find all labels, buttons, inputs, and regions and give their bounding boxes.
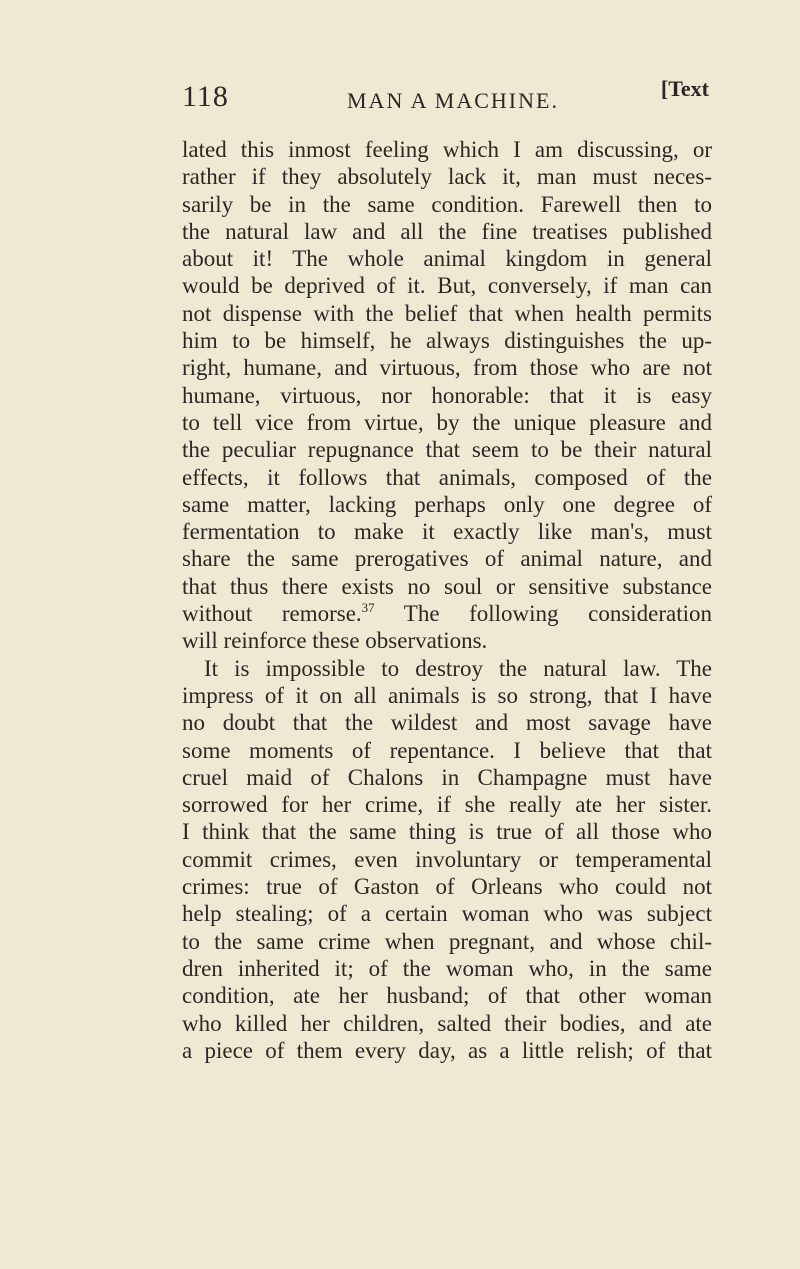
- text-line: to tell vice from virtue, by the unique pleasure and: [182, 409, 712, 435]
- paragraph-2: [182, 655, 712, 1064]
- footnote-line-after: The following consideration: [374, 601, 713, 627]
- text-line: the natural law and all the fine treatises published: [182, 218, 712, 244]
- text-line: him to be himself, he always distinguishes the up-: [182, 328, 712, 354]
- text-line: to the same crime when pregnant, and whose chil-: [182, 928, 712, 954]
- footnote-line-before: without remorse.: [182, 601, 362, 627]
- text-line: commit crimes, even involuntary or temperamental: [182, 846, 712, 872]
- text-line: fermentation to make it exactly like man's, must: [182, 519, 712, 545]
- text-line: help stealing; of a certain woman who was subject: [182, 901, 712, 927]
- text-line: crimes: true of Gaston of Orleans who could not: [182, 874, 712, 900]
- text-line: right, humane, and virtuous, from those who are not: [182, 355, 712, 381]
- text-line: effects, it follows that animals, composed of the: [182, 464, 712, 490]
- running-title: MAN A MACHINE.: [347, 88, 559, 113]
- text-line: share the same prerogatives of animal nature, and: [182, 546, 712, 572]
- text-line: not dispense with the belief that when health permits: [182, 300, 712, 326]
- text-line: about it! The whole animal kingdom in general: [182, 246, 712, 272]
- text-line: sorrowed for her crime, if she really ate her sister.: [182, 792, 712, 818]
- text-line: the peculiar repugnance that seem to be their natural: [182, 437, 712, 463]
- text-line: will reinforce these observations.: [182, 628, 488, 654]
- page-number: 118: [182, 80, 229, 113]
- footnote-reference[interactable]: 37: [361, 600, 375, 616]
- text-line: dren inherited it; of the woman who, in the same: [182, 955, 712, 981]
- text-line: lated this inmost feeling which I am discussing, or: [182, 137, 712, 162]
- text-line: It is impossible to destroy the natural law. The: [204, 655, 712, 681]
- running-header: [182, 76, 709, 116]
- text-line: who killed her children, salted their bodies, and ate: [182, 1010, 712, 1036]
- section-tag: [Text: [660, 76, 709, 101]
- text-line: sarily be in the same condition. Farewell then to: [182, 191, 712, 217]
- text-line: rather if they absolutely lack it, man must neces-: [182, 164, 712, 190]
- text-line: humane, virtuous, nor honorable: that it is easy: [182, 382, 712, 408]
- text-line: no doubt that the wildest and most savage have: [182, 710, 712, 736]
- text-line: that thus there exists no soul or sensitive substance: [182, 573, 712, 599]
- text-line: cruel maid of Chalons in Champagne must have: [182, 764, 712, 790]
- body-text: [182, 136, 712, 1064]
- text-line: some moments of repentance. I believe that that: [182, 737, 712, 763]
- text-line: impress of it on all animals is so strong, that I have: [182, 682, 712, 708]
- text-line: would be deprived of it. But, conversely, if man can: [182, 273, 712, 299]
- paragraph-1: [182, 136, 712, 655]
- text-line: I think that the same thing is true of all those who: [182, 819, 712, 845]
- text-line: condition, ate her husband; of that other woman: [182, 983, 712, 1009]
- text-line: same matter, lacking perhaps only one degree of: [182, 491, 712, 517]
- text-line: a piece of them every day, as a little relish; of that: [182, 1037, 712, 1063]
- text-line-with-footnote: [182, 600, 712, 627]
